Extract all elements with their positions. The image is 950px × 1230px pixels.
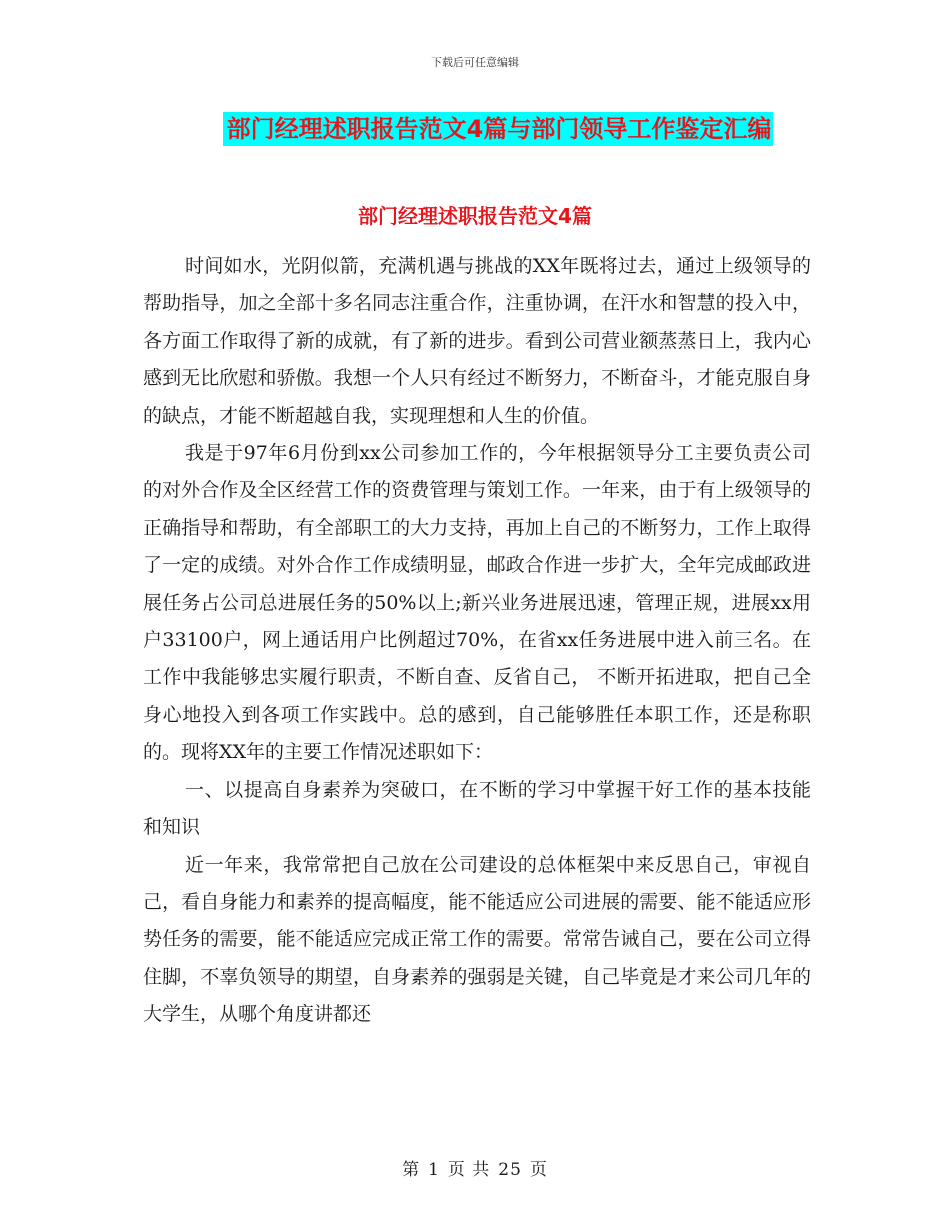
main-title: 部门经理述职报告范文4篇与部门领导工作鉴定汇编 (223, 112, 774, 146)
footer-suffix: 页 (529, 1160, 548, 1180)
section-title: 部门经理述职报告范文4篇 (358, 204, 592, 228)
paragraph-2: 我是于97年6月份到xx公司参加工作的，今年根据领导分工主要负责公司的对外合作及全区经营工作的资费管理与策划工作。一年来，由于有上级领导的正确指导和帮助，有全部职工的大力支持，再加上自己的不断努力，工作上取得了一定的成绩。对外合作工作成绩明显，邮政合作进一步扩大，全年完成邮政进展任务占公司总进展任务的50%以上;新兴业务进展迅速，管理正规，进展xx用户33100户，网上通话用户比例超过70%，在省xx任务进展中进入前三名。在工作中我能够忠实履行职责，不断自查、反省自己， 不断开拓进取，把自己全身心地投入到各项工作实践中。总的感到，自己能够胜任本职工作，还是称职的。现将XX年的主要工作情况述职如下： (143, 442, 811, 764)
footer-middle: 页 共 (447, 1160, 491, 1180)
footer-current-page: 1 (428, 1160, 440, 1180)
header-note: 下载后可任意编辑 (431, 56, 519, 69)
footer-total-pages: 25 (498, 1160, 522, 1180)
page-number-footer (0, 1155, 950, 1180)
paragraph-4: 近一年来，我常常把自己放在公司建设的总体框架中来反思自己，审视自己，看自身能力和素养的提高幅度，能不能适应公司进展的需要、能不能适应形势任务的需要，能不能适应完成正常工作的需要。常常告诫自己，要在公司立得住脚，不辜负领导的期望，自身素养的强弱是关键，自己毕竟是才来公司几年的大学生，从哪个角度讲都还 (143, 853, 811, 1026)
paragraph-1: 时间如水，光阴似箭，充满机遇与挑战的XX年既将过去，通过上级领导的帮助指导，加之全部十多名同志注重合作，注重协调，在汗水和智慧的投入中，各方面工作取得了新的成就，有了新的进步。看到公司营业额蒸蒸日上，我内心感到无比欣慰和骄傲。我想一个人只有经过不断努力，不断奋斗，才能克服自身的缺点，才能不断超越自我，实现理想和人生的价值。 (143, 255, 811, 427)
document-body (143, 248, 811, 1034)
paragraph-3: 一、以提高自身素养为突破口，在不断的学习中掌握干好工作的基本技能和知识 (143, 778, 811, 839)
footer-prefix: 第 (402, 1160, 421, 1180)
main-title-container (0, 112, 950, 146)
